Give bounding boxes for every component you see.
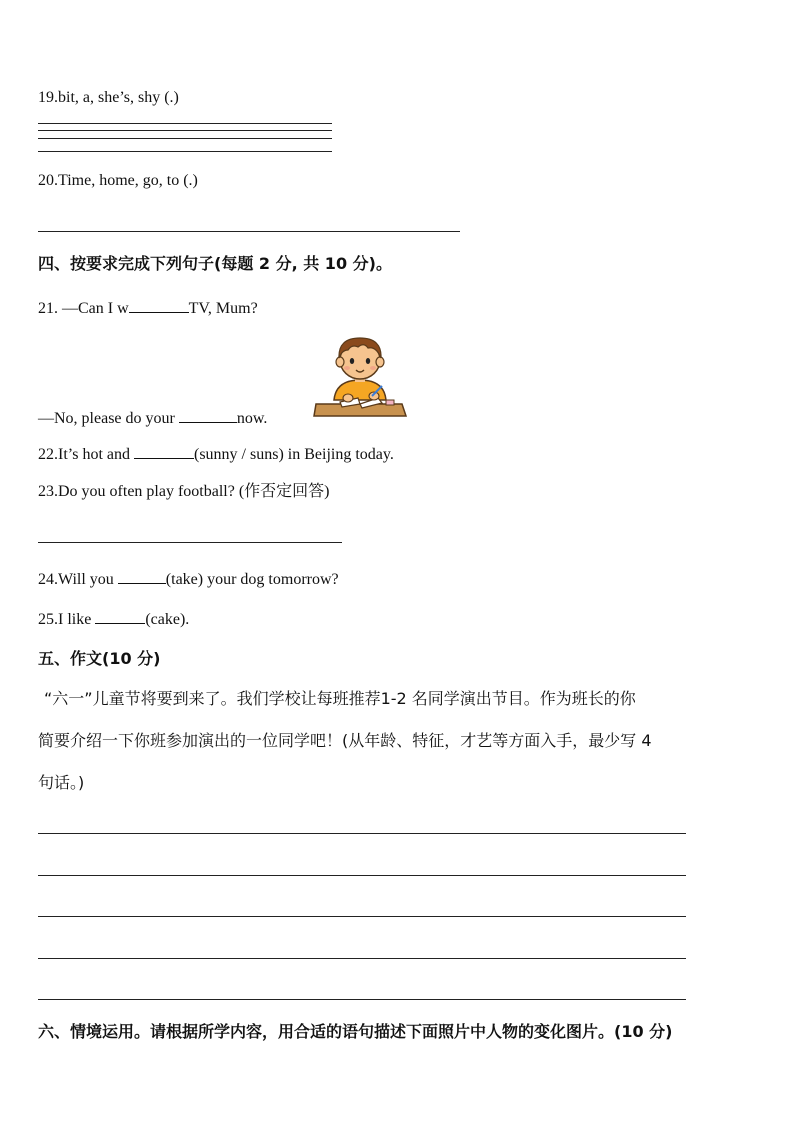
answer-line[interactable]	[38, 138, 332, 139]
section-5-heading: 五、作文(10 分)	[38, 649, 161, 668]
essay-prompt-line-2: 简要介绍一下你班参加演出的一位同学吧！(从年龄、特征，才艺等方面入手，最少写 4	[38, 731, 652, 750]
question-23	[38, 482, 330, 502]
q22-suffix: (sunny / suns) in Beijing today.	[194, 446, 394, 463]
answer-line[interactable]	[38, 542, 342, 543]
q21-line2-prefix: —No, please do your	[38, 410, 179, 427]
q22-prefix: 22.It’s hot and	[38, 446, 134, 463]
q21-line2-suffix: now.	[236, 410, 268, 427]
desk-shape	[314, 404, 406, 416]
fill-blank[interactable]	[134, 442, 194, 459]
fill-blank[interactable]	[118, 567, 166, 584]
essay-writing-line[interactable]	[38, 916, 686, 917]
answer-line[interactable]	[38, 130, 332, 131]
question-19: 19.bit, a, she’s, shy (.)	[38, 89, 179, 106]
section-6-heading: 六、情境运用。请根据所学内容，用合适的语句描述下面照片中人物的变化图片。(10 分)	[38, 1022, 673, 1041]
essay-writing-line[interactable]	[38, 833, 686, 834]
question-21-line1	[38, 296, 258, 319]
essay-prompt	[38, 678, 758, 804]
q25-prefix: 25.I like	[38, 611, 96, 628]
q25-suffix: (cake).	[145, 611, 190, 628]
essay-prompt-line-1: “六一”儿童节将要到来了。我们学校让每班推荐1-2 名同学演出节目。作为班长的你	[44, 689, 636, 708]
q21-line1-prefix: 21. —Can I w	[38, 300, 129, 317]
question-20: 20.Time, home, go, to (.)	[38, 172, 198, 189]
essay-writing-line[interactable]	[38, 875, 686, 876]
essay-prompt-line-3: 句话。)	[38, 773, 85, 792]
eraser-shape	[386, 400, 394, 405]
essay-writing-line[interactable]	[38, 999, 686, 1000]
answer-line[interactable]	[38, 151, 332, 152]
q21-line1-suffix: TV, Mum?	[188, 300, 258, 317]
question-22	[38, 442, 394, 465]
answer-line[interactable]	[38, 231, 460, 232]
section-4-heading: 四、按要求完成下列句子(每题 2 分, 共 10 分)。	[38, 254, 392, 273]
fill-blank[interactable]	[95, 607, 145, 624]
question-25	[38, 607, 189, 630]
question-24	[38, 567, 339, 590]
fill-blank[interactable]	[179, 406, 237, 423]
boy-studying-illustration	[312, 330, 408, 422]
answer-line[interactable]	[38, 123, 332, 124]
essay-writing-line[interactable]	[38, 958, 686, 959]
fill-blank[interactable]	[129, 296, 189, 313]
question-21-line2	[38, 406, 267, 429]
q24-prefix: 24.Will you	[38, 571, 118, 588]
q23-text: 23.Do you often play football? (作否定回答)	[38, 483, 330, 500]
q24-suffix: (take) your dog tomorrow?	[165, 571, 339, 588]
